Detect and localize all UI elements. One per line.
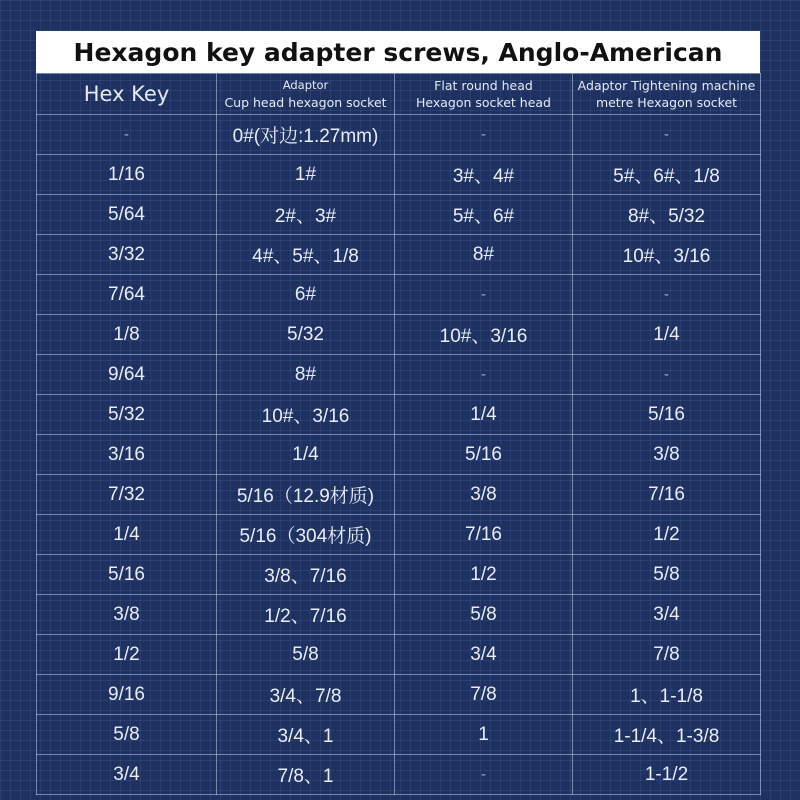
flat-round-cell: 10#、3/16 [395, 315, 573, 355]
table-body [37, 115, 761, 795]
header-hex-key: Hex Key [37, 74, 217, 115]
hex-key-cell: 5/8 [37, 715, 217, 755]
hex-key-cell: 9/16 [37, 675, 217, 715]
header-machine-metre [573, 74, 761, 115]
hex-key-cell: 1/16 [37, 155, 217, 195]
machine-metre-cell: 5#、6#、1/8 [573, 155, 761, 195]
header-machine-line1: Adaptor Tightening machine [577, 78, 756, 93]
cup-head-cell: 5/16（304材质) [217, 515, 395, 555]
hex-key-cell: 1/4 [37, 515, 217, 555]
machine-metre-cell: 7/8 [573, 635, 761, 675]
cup-head-cell: 6# [217, 275, 395, 315]
header-cup-head [217, 74, 395, 115]
table-row [37, 195, 761, 235]
title-banner [36, 31, 760, 73]
machine-metre-cell: 5/16 [573, 395, 761, 435]
hex-key-cell: 5/32 [37, 395, 217, 435]
flat-round-cell: 1/2 [395, 555, 573, 595]
machine-metre-cell: 3/8 [573, 435, 761, 475]
header-flat-round-line1: Flat round head [434, 78, 533, 93]
cup-head-cell: 1# [217, 155, 395, 195]
flat-round-cell: - [395, 755, 573, 795]
header-flat-round-line2: Hexagon socket head [415, 95, 551, 110]
table-row [37, 515, 761, 555]
machine-metre-cell: 1/2 [573, 515, 761, 555]
hex-key-cell: 3/4 [37, 755, 217, 795]
hex-key-cell: 1/2 [37, 635, 217, 675]
cup-head-cell: 5/8 [217, 635, 395, 675]
flat-round-cell: 1 [395, 715, 573, 755]
hex-key-cell: 3/32 [37, 235, 217, 275]
flat-round-cell: 8# [395, 235, 573, 275]
table-header-row [37, 74, 761, 115]
machine-metre-cell: - [573, 275, 761, 315]
flat-round-cell: 7/16 [395, 515, 573, 555]
flat-round-cell: 3/4 [395, 635, 573, 675]
flat-round-cell: 3/8 [395, 475, 573, 515]
table-row [37, 115, 761, 155]
table-row [37, 435, 761, 475]
table-row [37, 275, 761, 315]
hex-key-cell: 5/16 [37, 555, 217, 595]
machine-metre-cell: 1、1-1/8 [573, 675, 761, 715]
hex-key-cell: 3/16 [37, 435, 217, 475]
table-row [37, 675, 761, 715]
cup-head-cell: 7/8、1 [217, 755, 395, 795]
machine-metre-cell: 7/16 [573, 475, 761, 515]
machine-metre-cell: 1-1/2 [573, 755, 761, 795]
header-machine-line2: metre Hexagon socket [595, 95, 738, 110]
table-row [37, 595, 761, 635]
flat-round-cell: - [395, 115, 573, 155]
page-title: Hexagon key adapter screws, Anglo-American [73, 37, 723, 67]
cup-head-cell: 3/4、1 [217, 715, 395, 755]
machine-metre-cell: 1-1/4、1-3/8 [573, 715, 761, 755]
table-row [37, 395, 761, 435]
machine-metre-cell: 8#、5/32 [573, 195, 761, 235]
cup-head-cell: 2#、3# [217, 195, 395, 235]
flat-round-cell: 5#、6# [395, 195, 573, 235]
header-cup-head-line2: Cup head hexagon socket [224, 95, 387, 110]
cup-head-cell: 3/4、7/8 [217, 675, 395, 715]
cup-head-cell: 1/4 [217, 435, 395, 475]
cup-head-cell: 5/32 [217, 315, 395, 355]
table-row [37, 755, 761, 795]
cup-head-cell: 0#(对边:1.27mm) [217, 115, 395, 155]
cup-head-cell: 5/16（12.9材质) [217, 475, 395, 515]
table-row [37, 555, 761, 595]
hex-key-cell: 9/64 [37, 355, 217, 395]
hex-key-cell: 7/32 [37, 475, 217, 515]
hex-key-cell: 5/64 [37, 195, 217, 235]
header-flat-round-head [395, 74, 573, 115]
hex-key-cell: 3/8 [37, 595, 217, 635]
table-row [37, 235, 761, 275]
table-row [37, 155, 761, 195]
hex-key-cell: - [37, 115, 217, 155]
flat-round-cell: 1/4 [395, 395, 573, 435]
machine-metre-cell: 1/4 [573, 315, 761, 355]
hex-key-cell: 7/64 [37, 275, 217, 315]
table-row [37, 635, 761, 675]
header-cup-head-line1: Adaptor [282, 78, 329, 92]
machine-metre-cell: 3/4 [573, 595, 761, 635]
cup-head-cell: 4#、5#、1/8 [217, 235, 395, 275]
flat-round-cell: - [395, 275, 573, 315]
cup-head-cell: 3/8、7/16 [217, 555, 395, 595]
machine-metre-cell: - [573, 355, 761, 395]
cup-head-cell: 8# [217, 355, 395, 395]
flat-round-cell: 5/8 [395, 595, 573, 635]
hex-key-cell: 1/8 [37, 315, 217, 355]
machine-metre-cell: 10#、3/16 [573, 235, 761, 275]
flat-round-cell: 7/8 [395, 675, 573, 715]
flat-round-cell: 5/16 [395, 435, 573, 475]
flat-round-cell: - [395, 355, 573, 395]
table-row [37, 475, 761, 515]
table-row [37, 355, 761, 395]
machine-metre-cell: 5/8 [573, 555, 761, 595]
table-row [37, 315, 761, 355]
table-row [37, 715, 761, 755]
machine-metre-cell: - [573, 115, 761, 155]
hex-key-table [36, 73, 761, 795]
cup-head-cell: 10#、3/16 [217, 395, 395, 435]
cup-head-cell: 1/2、7/16 [217, 595, 395, 635]
flat-round-cell: 3#、4# [395, 155, 573, 195]
